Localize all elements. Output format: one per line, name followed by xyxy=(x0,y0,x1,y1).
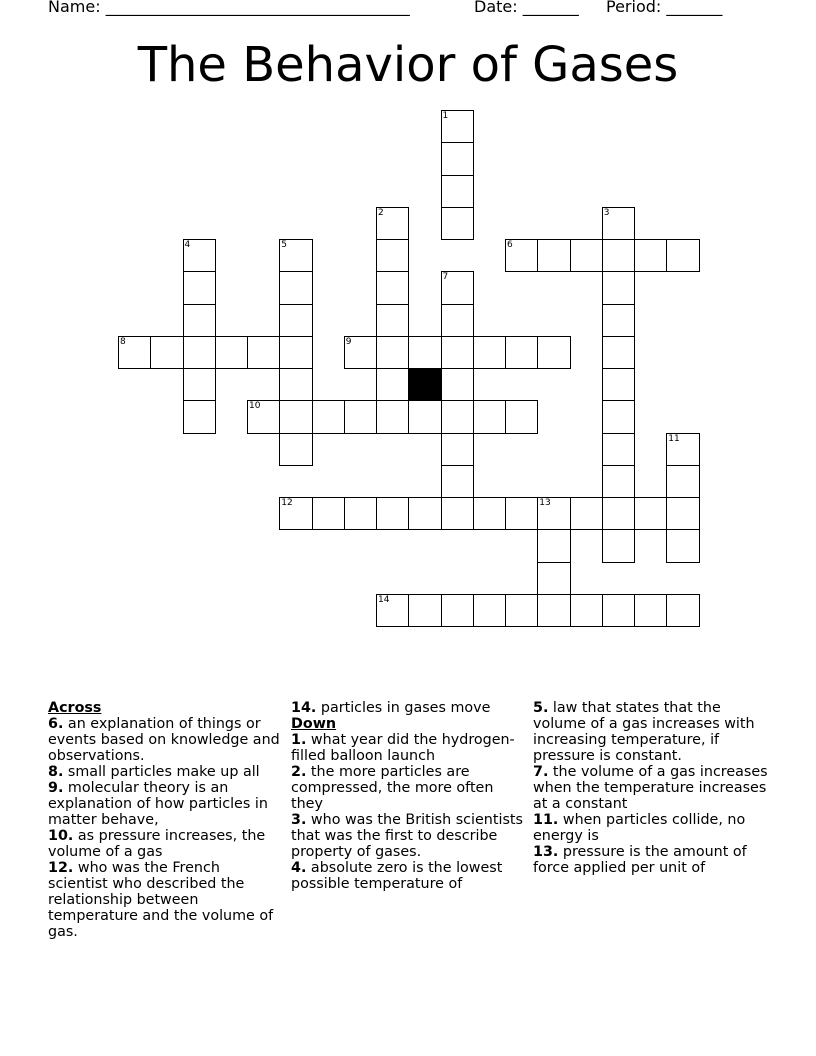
clue-number-label: 3 xyxy=(603,207,610,218)
grid-cell[interactable] xyxy=(441,142,474,175)
grid-cell[interactable] xyxy=(441,400,474,433)
grid-cell[interactable] xyxy=(376,594,409,627)
grid-cell[interactable] xyxy=(441,110,474,143)
grid-cell[interactable] xyxy=(408,336,441,369)
clue-text: as pressure increases, the volume of a gas xyxy=(48,828,266,860)
grid-cell[interactable] xyxy=(279,271,312,304)
grid-cell[interactable] xyxy=(279,239,312,272)
grid-cell[interactable] xyxy=(376,368,409,401)
grid-cell[interactable] xyxy=(473,594,506,627)
clue-number: 5. xyxy=(533,700,549,716)
clue-text: particles in gases move xyxy=(316,700,491,716)
grid-cell[interactable] xyxy=(666,433,699,466)
grid-cell[interactable] xyxy=(441,465,474,498)
clue-number-label: 13 xyxy=(539,498,551,508)
grid-cell[interactable] xyxy=(441,368,474,401)
clue-list xyxy=(48,716,282,940)
grid-cell[interactable] xyxy=(312,400,345,433)
grid-cell[interactable] xyxy=(537,239,570,272)
grid-cell[interactable] xyxy=(505,239,538,272)
clue-text: when particles collide, no energy is xyxy=(533,812,746,844)
down-heading: Down xyxy=(291,716,337,732)
clue-number: 10. xyxy=(48,828,74,844)
clue-text: law that states that the volume of a gas increases with increasing temperature, if pressure is constant. xyxy=(533,700,755,764)
clue-number: 8. xyxy=(48,764,64,780)
grid-cell[interactable] xyxy=(183,400,216,433)
grid-cell[interactable] xyxy=(441,175,474,208)
clue-item xyxy=(291,700,523,716)
clue-number: 3. xyxy=(291,812,307,828)
grid-cell[interactable] xyxy=(602,529,635,562)
clue-number: 1. xyxy=(291,732,307,748)
clue-list xyxy=(291,700,523,716)
across-heading: Across xyxy=(48,700,102,716)
grid-cell[interactable] xyxy=(150,336,183,369)
clue-number-label: 8 xyxy=(120,336,126,347)
clue-text: small particles make up all xyxy=(63,764,260,780)
grid-cell[interactable] xyxy=(215,336,248,369)
grid-cell[interactable] xyxy=(473,497,506,530)
clue-list xyxy=(291,732,523,892)
clue-item xyxy=(291,860,523,892)
clue-item xyxy=(48,780,282,828)
grid-cell[interactable] xyxy=(344,400,377,433)
clue-number-label: 7 xyxy=(442,272,449,283)
grid-cell[interactable] xyxy=(441,304,474,337)
grid-cell[interactable] xyxy=(602,594,635,627)
grid-cell[interactable] xyxy=(505,400,538,433)
grid-cell[interactable] xyxy=(183,271,216,304)
grid-cell[interactable] xyxy=(537,594,570,627)
clue-number: 13. xyxy=(533,844,559,860)
clue-text: molecular theory is an explanation of how particles in matter behave, xyxy=(48,780,268,828)
clue-number-label: 1 xyxy=(442,111,449,121)
clue-text: who was the British scientists that was the first to describe property of gases. xyxy=(291,812,523,860)
clue-text: the more particles are compressed, the more often they xyxy=(291,764,494,812)
clue-number: 9. xyxy=(48,780,64,796)
clue-number-label: 9 xyxy=(345,336,352,347)
clue-item xyxy=(533,812,773,844)
name-label: Name: xyxy=(48,0,101,16)
grid-cell[interactable] xyxy=(634,594,667,627)
clue-number-label: 10 xyxy=(249,401,261,412)
grid-cell[interactable] xyxy=(183,336,216,369)
grid-cell[interactable] xyxy=(666,239,699,272)
clue-number: 2. xyxy=(291,764,307,780)
clue-item xyxy=(533,844,773,876)
clue-item xyxy=(48,828,282,860)
grid-cell[interactable] xyxy=(505,497,538,530)
clues-column-2 xyxy=(291,700,523,892)
grid-cell[interactable] xyxy=(537,529,570,562)
grid-cell[interactable] xyxy=(602,433,635,466)
grid-cell[interactable] xyxy=(376,400,409,433)
grid-cell[interactable] xyxy=(666,529,699,562)
grid-cell[interactable] xyxy=(602,207,635,240)
grid-cell[interactable] xyxy=(183,304,216,337)
clue-item xyxy=(291,732,523,764)
grid-cell[interactable] xyxy=(376,497,409,530)
grid-cell[interactable] xyxy=(634,239,667,272)
clue-item xyxy=(533,764,773,812)
grid-cell[interactable] xyxy=(537,562,570,595)
grid-cell[interactable] xyxy=(570,594,603,627)
clue-item xyxy=(291,764,523,812)
clue-number-label: 4 xyxy=(184,240,191,250)
grid-cell[interactable] xyxy=(376,304,409,337)
grid-cell[interactable] xyxy=(441,497,474,530)
clue-number: 11. xyxy=(533,812,559,828)
grid-cell[interactable] xyxy=(441,594,474,627)
grid-cell[interactable] xyxy=(279,497,312,530)
black-cell xyxy=(408,368,441,401)
grid-cell[interactable] xyxy=(408,594,441,627)
grid-cell[interactable] xyxy=(441,433,474,466)
grid-cell[interactable] xyxy=(279,336,312,369)
grid-cell[interactable] xyxy=(376,207,409,240)
grid-cell[interactable] xyxy=(408,497,441,530)
grid-cell[interactable] xyxy=(344,336,377,369)
clue-text: the volume of a gas increases when the temperature increases at a constant xyxy=(533,764,768,812)
grid-cell[interactable] xyxy=(634,497,667,530)
date-blank[interactable]: _______ xyxy=(522,0,579,16)
grid-cell[interactable] xyxy=(602,368,635,401)
grid-cell[interactable] xyxy=(441,336,474,369)
clue-number: 7. xyxy=(533,764,549,780)
grid-cell[interactable] xyxy=(473,336,506,369)
grid-cell[interactable] xyxy=(312,497,345,530)
clue-number: 14. xyxy=(291,700,317,716)
clue-text: pressure is the amount of force applied per unit of xyxy=(533,844,747,876)
name-blank[interactable]: ______________________________________ xyxy=(105,0,410,16)
grid-cell[interactable] xyxy=(505,336,538,369)
clue-number-label: 14 xyxy=(378,594,390,605)
clue-text: what year did the hydrogen-filled balloon launch xyxy=(291,732,515,764)
grid-cell[interactable] xyxy=(408,400,441,433)
clue-number-label: 11 xyxy=(668,433,680,444)
clue-list xyxy=(533,700,773,876)
grid-cell[interactable] xyxy=(247,400,280,433)
grid-cell[interactable] xyxy=(602,336,635,369)
clue-number-label: 2 xyxy=(378,207,384,218)
grid-cell[interactable] xyxy=(183,368,216,401)
grid-cell[interactable] xyxy=(279,368,312,401)
grid-cell[interactable] xyxy=(666,465,699,498)
clue-text: absolute zero is the lowest possible temperature of xyxy=(291,860,503,892)
grid-cell[interactable] xyxy=(505,594,538,627)
grid-cell[interactable] xyxy=(376,336,409,369)
grid-cell[interactable] xyxy=(666,497,699,530)
date-label: Date: xyxy=(474,0,518,16)
clue-number-label: 12 xyxy=(281,498,293,508)
period-label: Period: xyxy=(606,0,662,16)
clue-number: 6. xyxy=(48,716,64,732)
grid-cell[interactable] xyxy=(441,207,474,240)
grid-cell[interactable] xyxy=(602,400,635,433)
clue-text: who was the French scientist who described the relationship between temperature and the volume of gas. xyxy=(48,860,274,940)
grid-cell[interactable] xyxy=(118,336,151,369)
grid-cell[interactable] xyxy=(279,433,312,466)
clue-number: 4. xyxy=(291,860,307,876)
grid-cell[interactable] xyxy=(247,336,280,369)
page-title: The Behavior of Gases xyxy=(137,37,679,93)
grid-cell[interactable] xyxy=(279,304,312,337)
clue-number: 12. xyxy=(48,860,74,876)
grid-cell[interactable] xyxy=(376,239,409,272)
grid-cell[interactable] xyxy=(602,465,635,498)
grid-cell[interactable] xyxy=(602,271,635,304)
grid-cell[interactable] xyxy=(602,497,635,530)
clues-column-1 xyxy=(48,700,282,940)
grid-cell[interactable] xyxy=(570,497,603,530)
grid-cell[interactable] xyxy=(537,336,570,369)
clue-number-label: 5 xyxy=(281,240,287,250)
grid-cell[interactable] xyxy=(570,239,603,272)
grid-cell[interactable] xyxy=(666,594,699,627)
grid-cell[interactable] xyxy=(279,400,312,433)
grid-cell[interactable] xyxy=(602,239,635,272)
grid-cell[interactable] xyxy=(441,271,474,304)
grid-cell[interactable] xyxy=(473,400,506,433)
clue-text: an explanation of things or events based on knowledge and observations. xyxy=(48,716,280,764)
grid-cell[interactable] xyxy=(183,239,216,272)
clue-item xyxy=(291,812,523,860)
clue-item xyxy=(48,716,282,764)
clue-number-label: 6 xyxy=(507,240,513,250)
clues-column-3 xyxy=(533,700,773,876)
grid-cell[interactable] xyxy=(344,497,377,530)
clue-item xyxy=(48,764,282,780)
grid-cell[interactable] xyxy=(602,304,635,337)
clue-item xyxy=(533,700,773,764)
grid-cell[interactable] xyxy=(537,497,570,530)
period-blank[interactable]: _______ xyxy=(666,0,723,16)
grid-cell[interactable] xyxy=(376,271,409,304)
clue-item xyxy=(48,860,282,940)
